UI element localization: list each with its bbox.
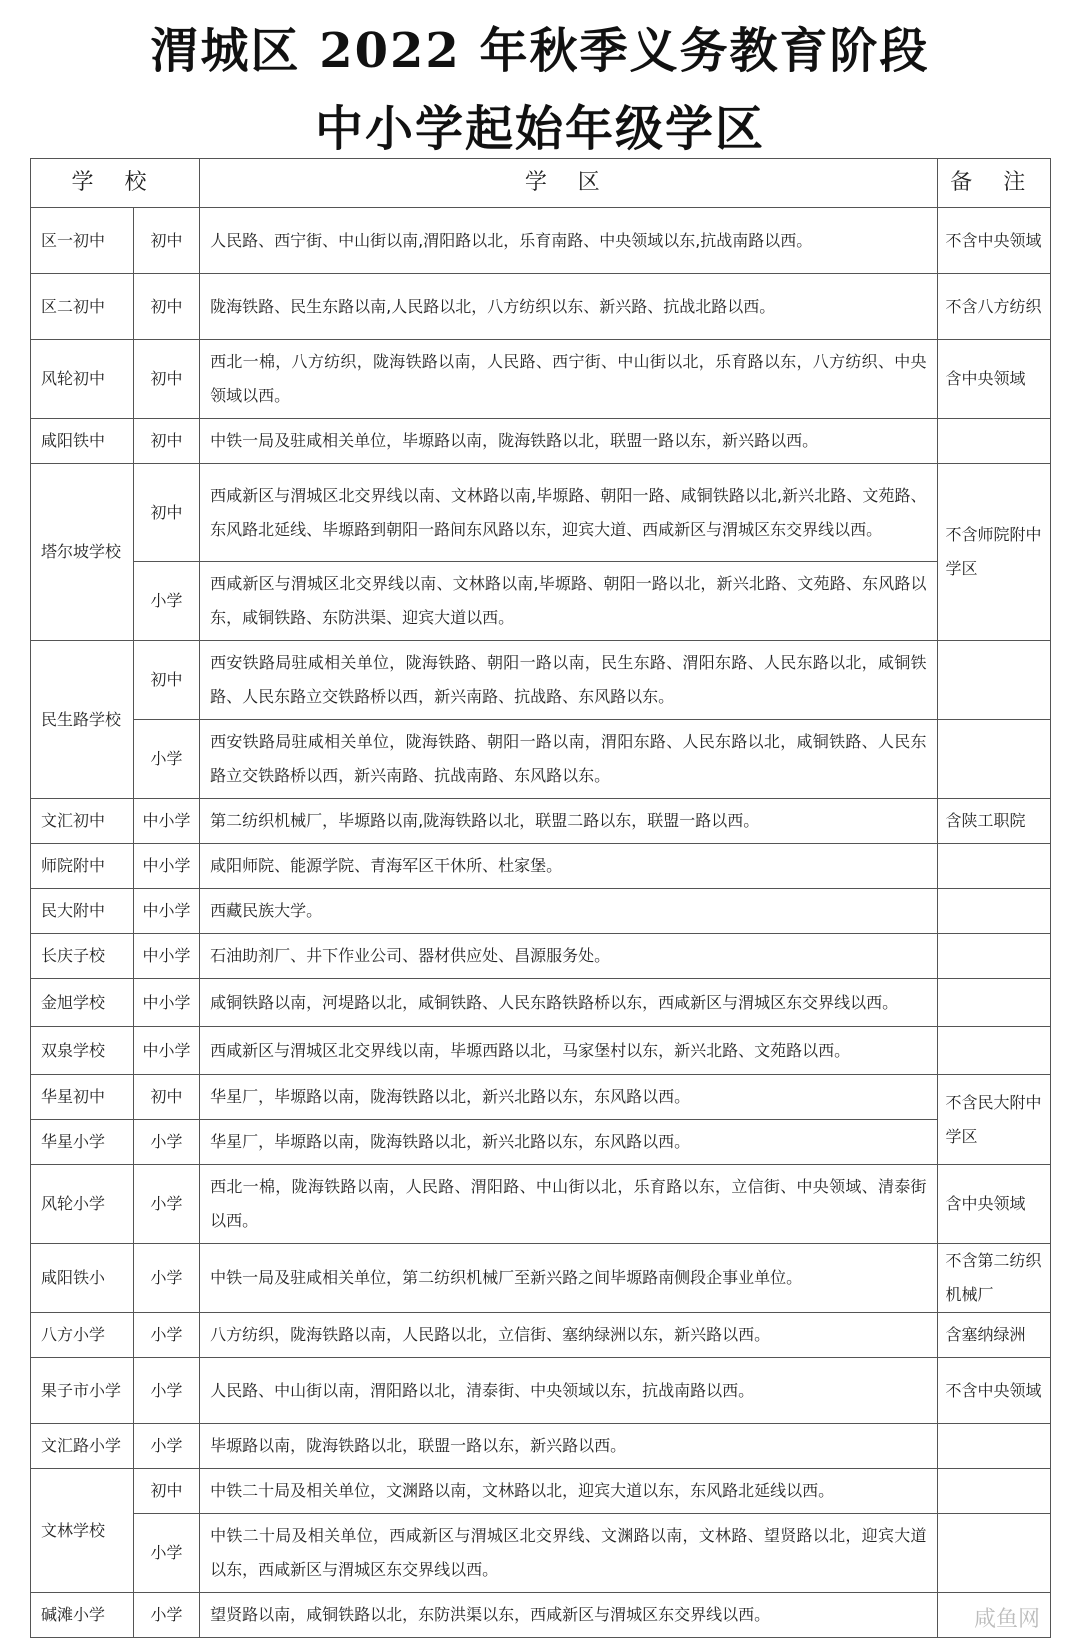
school-level: 初中 — [133, 1075, 199, 1120]
school-name: 咸阳铁中 — [31, 419, 134, 464]
district-area: 咸阳师院、能源学院、青海军区干休所、杜家堡。 — [200, 844, 937, 889]
district-note: 含陕工职院 — [937, 799, 1050, 844]
table-header-row — [31, 159, 1051, 208]
watermark-logo: 咸鱼网 — [973, 1607, 1040, 1632]
district-note — [937, 979, 1050, 1027]
district-area: 人民路、西宁街、中山街以南,渭阳路以北，乐育南路、中央领域以东,抗战南路以西。 — [200, 208, 937, 274]
school-level: 中小学 — [133, 889, 199, 934]
district-note: 含中央领域 — [937, 340, 1050, 419]
school-name: 塔尔坡学校 — [31, 464, 134, 641]
table-row — [31, 720, 1051, 799]
district-note — [937, 720, 1050, 799]
district-note — [937, 934, 1050, 979]
district-note: 不含八方纺织 — [937, 274, 1050, 340]
school-name: 碱滩小学 — [31, 1593, 134, 1638]
district-area: 陇海铁路、民生东路以南,人民路以北，八方纺织以东、新兴路、抗战北路以西。 — [200, 274, 937, 340]
district-area: 毕塬路以南，陇海铁路以北，联盟一路以东，新兴路以西。 — [200, 1424, 937, 1469]
district-area: 西北一棉，八方纺织，陇海铁路以南，人民路、西宁街、中山街以北，乐育路以东，八方纺织、中央领域以西。 — [200, 340, 937, 419]
district-note — [937, 1514, 1050, 1593]
district-area: 中铁一局及驻咸相关单位，毕塬路以南，陇海铁路以北，联盟一路以东，新兴路以西。 — [200, 419, 937, 464]
district-area: 中铁一局及驻咸相关单位，第二纺织机械厂至新兴路之间毕塬路南侧段企事业单位。 — [200, 1244, 937, 1313]
district-area: 华星厂，毕塬路以南，陇海铁路以北，新兴北路以东，东风路以西。 — [200, 1120, 937, 1165]
table-row — [31, 464, 1051, 562]
table-row — [31, 1313, 1051, 1358]
school-name: 果子市小学 — [31, 1358, 134, 1424]
district-area: 望贤路以南，咸铜铁路以北，东防洪渠以东，西咸新区与渭城区东交界线以西。 — [200, 1593, 937, 1638]
district-note: 不含民大附中学区 — [937, 1075, 1050, 1165]
table-row — [31, 562, 1051, 641]
table-row — [31, 1424, 1051, 1469]
school-name: 风轮小学 — [31, 1165, 134, 1244]
school-level: 初中 — [133, 1469, 199, 1514]
table-row — [31, 979, 1051, 1027]
school-name: 金旭学校 — [31, 979, 134, 1027]
table-row — [31, 1244, 1051, 1313]
district-area: 西咸新区与渭城区北交界线以南，毕塬西路以北，马家堡村以东，新兴北路、文苑路以西。 — [200, 1027, 937, 1075]
school-level: 小学 — [133, 1165, 199, 1244]
table-row — [31, 274, 1051, 340]
title-line-1: 渭城区 2022 年秋季义务教育阶段 — [150, 23, 930, 79]
table-row — [31, 1514, 1051, 1593]
school-level: 初中 — [133, 464, 199, 562]
table-row — [31, 1165, 1051, 1244]
school-level: 小学 — [133, 562, 199, 641]
school-level: 中小学 — [133, 799, 199, 844]
district-note — [937, 889, 1050, 934]
school-name: 华星小学 — [31, 1120, 134, 1165]
school-name: 八方小学 — [31, 1313, 134, 1358]
school-level: 小学 — [133, 1514, 199, 1593]
table-row — [31, 1027, 1051, 1075]
district-note — [937, 1424, 1050, 1469]
district-note — [937, 419, 1050, 464]
school-level: 初中 — [133, 340, 199, 419]
school-name: 文汇路小学 — [31, 1424, 134, 1469]
school-level: 中小学 — [133, 979, 199, 1027]
school-name: 文汇初中 — [31, 799, 134, 844]
school-name: 咸阳铁小 — [31, 1244, 134, 1313]
district-area: 八方纺织，陇海铁路以南，人民路以北，立信街、塞纳绿洲以东，新兴路以西。 — [200, 1313, 937, 1358]
table-row — [31, 844, 1051, 889]
table-row — [31, 340, 1051, 419]
school-name: 华星初中 — [31, 1075, 134, 1120]
school-level: 小学 — [133, 1120, 199, 1165]
school-name: 长庆子校 — [31, 934, 134, 979]
table-row — [31, 208, 1051, 274]
table-row — [31, 799, 1051, 844]
school-name: 区一初中 — [31, 208, 134, 274]
table-row — [31, 1358, 1051, 1424]
table-row — [31, 934, 1051, 979]
school-level: 初中 — [133, 274, 199, 340]
district-area: 石油助剂厂、井下作业公司、器材供应处、昌源服务处。 — [200, 934, 937, 979]
district-note — [937, 1469, 1050, 1514]
school-name: 风轮初中 — [31, 340, 134, 419]
school-level: 初中 — [133, 419, 199, 464]
school-name: 区二初中 — [31, 274, 134, 340]
table-row — [31, 419, 1051, 464]
district-area: 华星厂，毕塬路以南，陇海铁路以北，新兴北路以东，东风路以西。 — [200, 1075, 937, 1120]
school-name: 民生路学校 — [31, 641, 134, 799]
district-area: 西咸新区与渭城区北交界线以南、文林路以南,毕塬路、朝阳一路以北，新兴北路、文苑路、东风路以东，咸铜铁路、东防洪渠、迎宾大道以西。 — [200, 562, 937, 641]
district-note: 不含中央领域 — [937, 208, 1050, 274]
district-note — [937, 844, 1050, 889]
header-area: 学 区 — [200, 159, 937, 208]
school-level: 中小学 — [133, 844, 199, 889]
school-level: 中小学 — [133, 934, 199, 979]
school-level: 小学 — [133, 1244, 199, 1313]
school-level: 小学 — [133, 1593, 199, 1638]
district-area: 西安铁路局驻咸相关单位，陇海铁路、朝阳一路以南，民生东路、渭阳东路、人民东路以北，咸铜铁路、人民东路立交铁路桥以西，新兴南路、抗战路、东风路以东。 — [200, 641, 937, 720]
school-level: 小学 — [133, 1358, 199, 1424]
school-name: 文林学校 — [31, 1469, 134, 1593]
district-area: 西藏民族大学。 — [200, 889, 937, 934]
district-note: 含塞纳绿洲 — [937, 1313, 1050, 1358]
district-note — [937, 1027, 1050, 1075]
district-area: 西北一棉，陇海铁路以南，人民路、渭阳路、中山街以北，乐育路以东，立信街、中央领域、清泰街以西。 — [200, 1165, 937, 1244]
table-row — [31, 889, 1051, 934]
school-district-table — [30, 158, 1051, 1638]
district-note: 不含中央领域 — [937, 1358, 1050, 1424]
table-row — [31, 641, 1051, 720]
table-row — [31, 1469, 1051, 1514]
title-line-2: 中小学起始年级学区 — [314, 101, 765, 157]
school-level: 小学 — [133, 1424, 199, 1469]
header-note: 备 注 — [937, 159, 1050, 208]
school-level: 初中 — [133, 208, 199, 274]
district-note — [937, 641, 1050, 720]
school-name: 双泉学校 — [31, 1027, 134, 1075]
district-area: 西安铁路局驻咸相关单位，陇海铁路、朝阳一路以南，渭阳东路、人民东路以北，咸铜铁路、人民东路立交铁路桥以西，新兴南路、抗战南路、东风路以东。 — [200, 720, 937, 799]
district-area: 西咸新区与渭城区北交界线以南、文林路以南,毕塬路、朝阳一路、咸铜铁路以北,新兴北路、文苑路、东风路北延线、毕塬路到朝阳一路间东风路以东，迎宾大道、西咸新区与渭城区东交界线以西。 — [200, 464, 937, 562]
school-level: 中小学 — [133, 1027, 199, 1075]
table-row — [31, 1075, 1051, 1120]
district-area: 第二纺织机械厂，毕塬路以南,陇海铁路以北，联盟二路以东，联盟一路以西。 — [200, 799, 937, 844]
header-school: 学 校 — [31, 159, 200, 208]
school-level: 小学 — [133, 1313, 199, 1358]
district-area: 中铁二十局及相关单位，西咸新区与渭城区北交界线、文渊路以南，文林路、望贤路以北，迎宾大道以东，西咸新区与渭城区东交界线以西。 — [200, 1514, 937, 1593]
school-level: 小学 — [133, 720, 199, 799]
table-row — [31, 1120, 1051, 1165]
district-note: 不含第二纺织机械厂 — [937, 1244, 1050, 1313]
school-level: 初中 — [133, 641, 199, 720]
district-note: 含中央领域 — [937, 1165, 1050, 1244]
school-name: 民大附中 — [31, 889, 134, 934]
district-area: 人民路、中山街以南，渭阳路以北，清泰街、中央领域以东，抗战南路以西。 — [200, 1358, 937, 1424]
table-row — [31, 1593, 1051, 1638]
district-note: 不含师院附中学区 — [937, 464, 1050, 641]
school-name: 师院附中 — [31, 844, 134, 889]
district-area: 中铁二十局及相关单位，文渊路以南，文林路以北，迎宾大道以东，东风路北延线以西。 — [200, 1469, 937, 1514]
district-area: 咸铜铁路以南，河堤路以北，咸铜铁路、人民东路铁路桥以东，西咸新区与渭城区东交界线以西。 — [200, 979, 937, 1027]
